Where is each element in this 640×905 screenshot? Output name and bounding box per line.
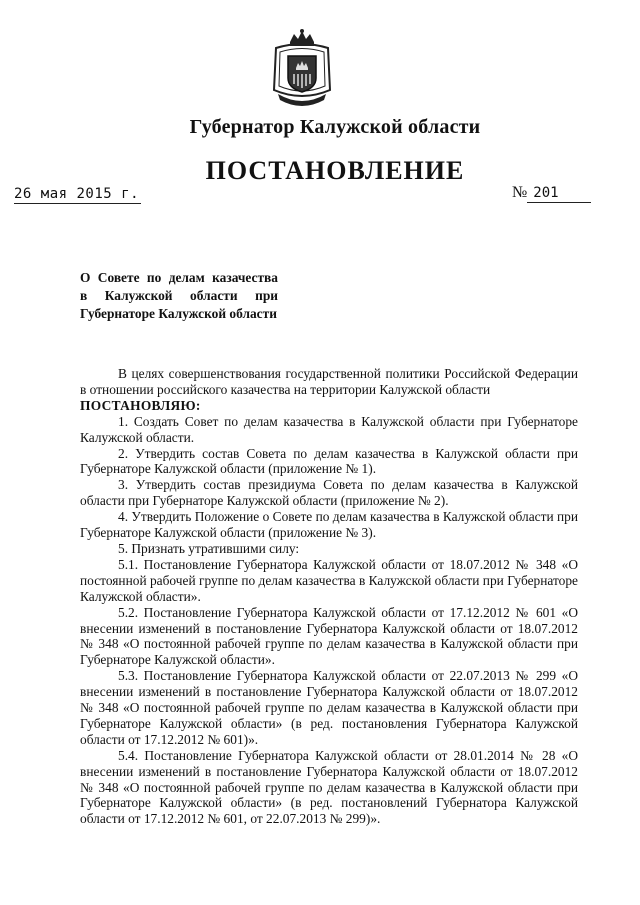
subject-line: Губернаторе Калужской области: [80, 306, 277, 321]
issuing-authority: Губернатор Калужской области: [189, 116, 481, 138]
preamble-paragraph: В целях совершенствования государственной политики Российской Федерации в отношении российского казачества на территории Калужской области: [80, 366, 578, 397]
body-item: 5.2. Постановление Губернатора Калужской области от 17.12.2012 № 601 «О внесении изменений в постановление Губернатора Калужской области от 18.07.2012 № 348 «О постоянной рабочей группе по делам казачества в Калужской области при Губернаторе Калужской области».: [80, 604, 578, 668]
number-sign: №: [512, 184, 528, 201]
body-item: 5.1. Постановление Губернатора Калужской области от 18.07.2012 № 348 «О постоянной рабочей группе по делам казачества в Калужской области при Губернаторе Калужской области».: [80, 556, 578, 604]
document-number: [512, 184, 591, 203]
subject-line: в Калужской области при: [80, 288, 278, 303]
body-item: 5.4. Постановление Губернатора Калужской области от 28.01.2014 № 28 «О внесении изменений в постановление Губернатора Калужской области от 18.07.2012 № 348 «О постоянной рабочей группе по делам казачества в Калужской области при Губернаторе Калужской области» (в ред. постановлений Губернатора Калужской области от 17.12.2012 № 601, от 22.07.2013 № 299)».: [80, 747, 578, 827]
subject-line: О Совете по делам казачества: [80, 270, 278, 285]
document-subject: [80, 269, 278, 323]
body-item: 5.3. Постановление Губернатора Калужской области от 22.07.2013 № 299 «О внесении изменений в постановление Губернатора Калужской области от 18.07.2012 № 348 «О постоянной рабочей группе по делам казачества в Калужской области при Губернаторе Калужской области» (в ред. постановления Губернатора Калужской области от 17.12.2012 № 601)».: [80, 668, 578, 747]
body-item: 3. Утвердить состав президиума Совета по делам казачества в Калужской области при Губернаторе Калужской области (приложение № 2).: [80, 477, 578, 509]
body-item: 4. Утвердить Положение о Совете по делам казачества в Калужской области при Губернаторе Калужской области (приложение № 3).: [80, 509, 578, 541]
body-item: 5. Признать утратившими силу:: [118, 540, 300, 556]
body-item: 2. Утвердить состав Совета по делам казачества в Калужской области при Губернаторе Калужской области (приложение № 1).: [80, 445, 578, 477]
body-item: 1. Создать Совет по делам казачества в Калужской области при Губернаторе Калужской области.: [80, 413, 578, 445]
decree-word: ПОСТАНОВЛЯЮ:: [80, 397, 201, 413]
coat-of-arms-icon: [268, 28, 336, 112]
number-value: 201: [527, 184, 591, 203]
document-date: 26 мая 2015 г.: [14, 186, 140, 202]
document-body: [80, 366, 578, 827]
document-type-title: ПОСТАНОВЛЕНИЕ: [205, 156, 465, 185]
